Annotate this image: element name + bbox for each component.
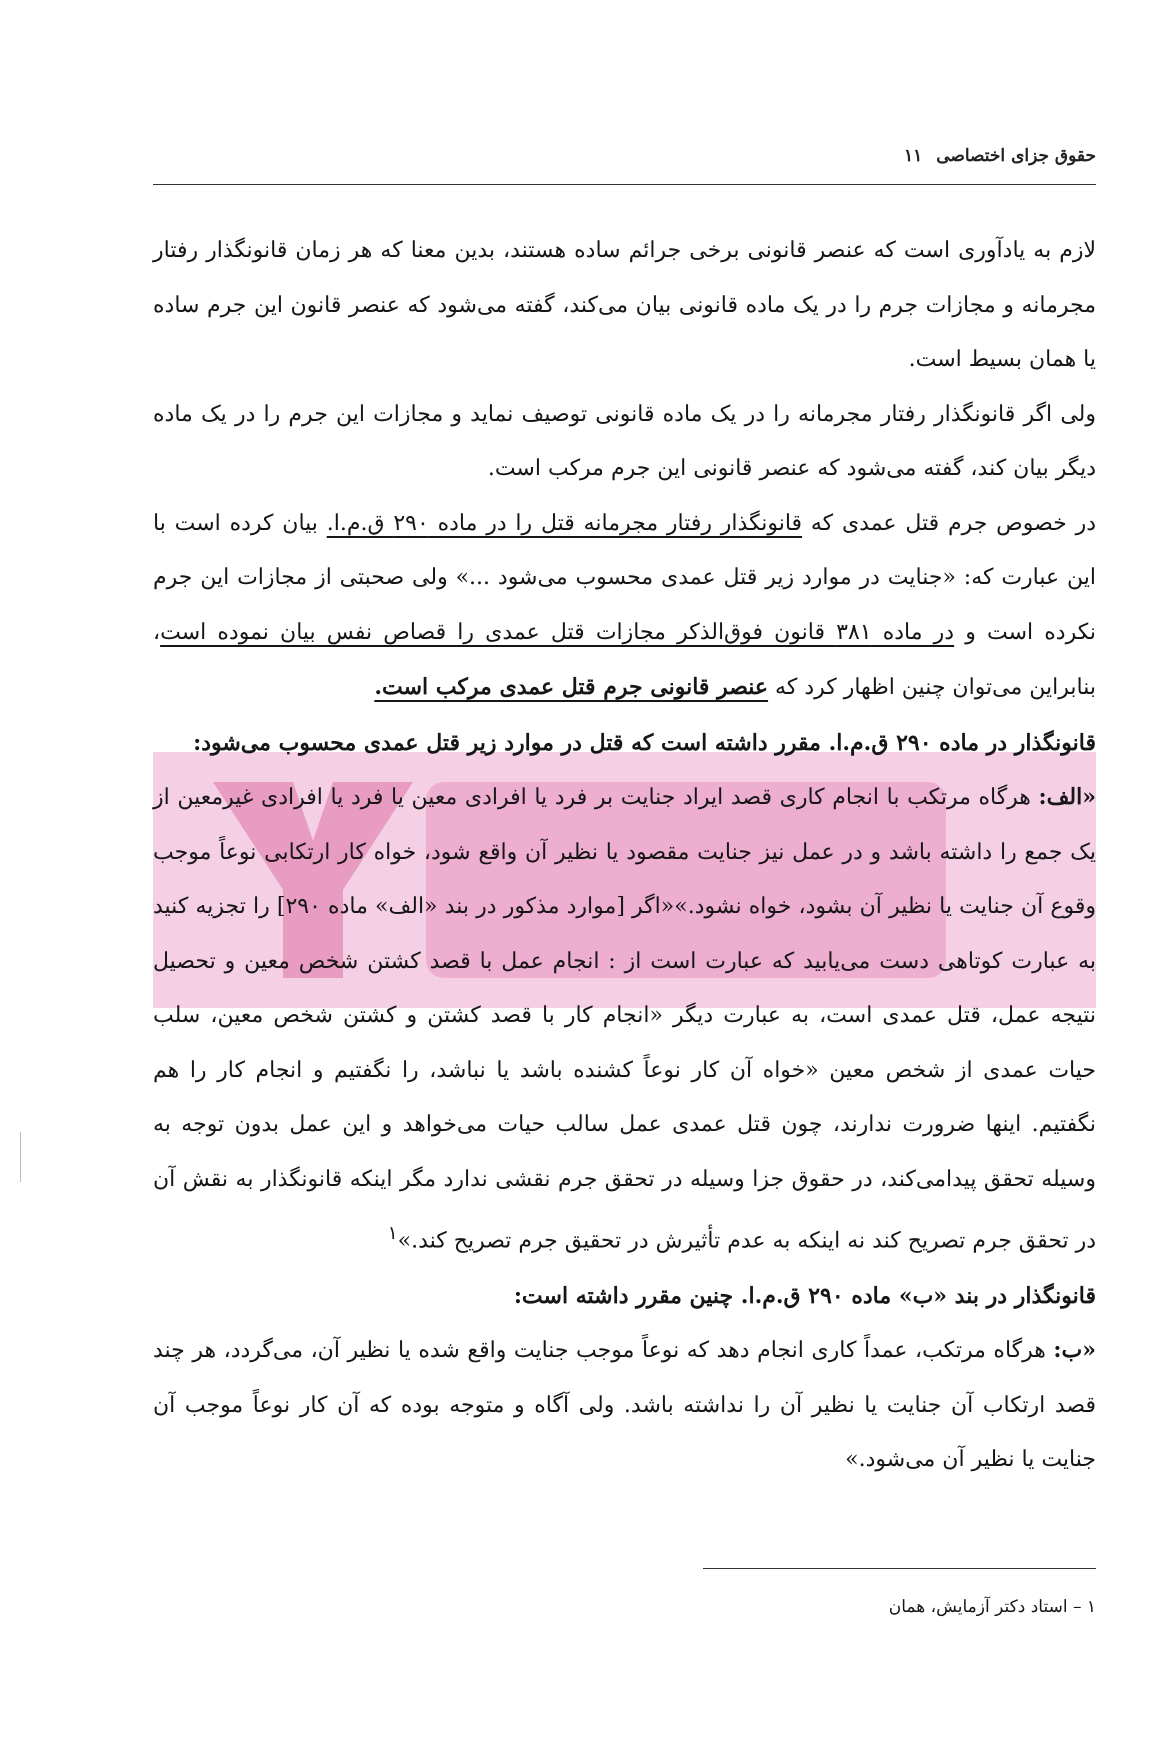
section-heading-article-290: قانونگذار در ماده ۲۹۰ ق.م.ا. مقرر داشته است که قتل در موارد زیر قتل عمدی محسوب می‌شود: xyxy=(193,729,1096,756)
footnote-rule xyxy=(703,1568,1096,1569)
clause-label: «الف: xyxy=(1038,784,1096,810)
clause-label: «ب: xyxy=(1053,1337,1096,1364)
bold-conclusion: عنصر قانونی جرم قتل عمدی مرکب است. xyxy=(374,674,769,700)
paragraph-clause-alef xyxy=(153,770,1096,1269)
underlined-phrase: قانونگذار رفتار مجرمانه قتل را در ماده ۲۹۰ ق.م.ا. xyxy=(326,510,803,536)
paragraph-text: در خصوص جرم قتل عمدی که xyxy=(802,510,1096,536)
paragraph-compound-offense: ولی اگر قانونگذار رفتار مجرمانه را در یک ماده قانونی توصیف نماید و مجازات این جرم را در یک ماده دیگر بیان کند، گفته می‌شود که عنصر قانونی این جرم مرکب است. xyxy=(153,401,1096,481)
paragraph-text: هرگاه مرتکب با انجام کاری قصد ایراد جنایت بر فرد یا افرادی معین یا فرد یا افرادی غیرمعین از یک جمع را داشته باشد و در عمل نیز جنایت مقصود یا نظیر آن واقع شود، خواه کار ارتکابی نوعاً موجب وقوع آن جنایت یا نظیر آن بشود، خواه نشود.»«اگر [موارد مذکور در بند «الف» ماده ۲۹۰] را تجزیه کنید به عبارت کوتاهی دست می‌یابید که عبارت است از : انجام عمل با قصد کشتن شخص معین و تحصیل نتیجه عمل، قتل عمدی است، به عبارت دیگر «انجام کار با قصد کشتن و کشتن شخص معین، سلب حیات عمدی از شخص معین «خواه آن کار نوعاً کشنده باشد یا نباشد، را نگفتیم و انجام کار را هم نگفتیم. اینها ضرورت ندارند، چون قتل عمدی عمل سالب حیات می‌خواهد و این عمل بدون توجه به وسیله تحقق پیدامی‌کند، در حقوق جزا وسیله در تحقق جرم نقشی ندارد مگر اینکه قانونگذار به نقش آن در تحقق جرم تصریح کند نه اینکه به عدم تأثیرش در تحقیق جرم تصریح کند.» xyxy=(153,785,1096,1254)
margin-mark xyxy=(20,1132,21,1182)
page-number: ۱۱ xyxy=(904,146,923,166)
paragraph-clause-be xyxy=(153,1323,1096,1488)
header-rule xyxy=(153,184,1096,185)
running-header-title: حقوق جزای اختصاصی xyxy=(936,146,1096,166)
paragraph-text: بیان کرده است با این عبارت که: «جنایت در موارد زیر قتل عمدی محسوب می‌شود ...» ولی صحبتی از مجازات این جرم نکرده است و xyxy=(153,510,1096,645)
section-heading-clause-be: قانونگذار در بند «ب» ماده ۲۹۰ ق.م.ا. چنین مقرر داشته است: xyxy=(513,1282,1096,1309)
paragraph-text: هرگاه مرتکب، عمداً کاری انجام دهد که نوعاً موجب جنایت واقع شده یا نظیر آن، می‌گردد، هر چند قصد ارتکاب آن جنایت یا نظیر آن را نداشته باشد. ولی آگاه و متوجه بوده که آن کار نوعاً موجب آن جنایت یا نظیر آن می‌شود.» xyxy=(153,1338,1096,1473)
body-text xyxy=(153,224,1096,1488)
paragraph-text: ، بنابراین می‌توان چنین اظهار کرد که xyxy=(153,619,1096,700)
underlined-phrase: در ماده ۳۸۱ قانون فوق‌الذکر مجازات قتل عمدی را قصاص نفس بیان نموده است xyxy=(160,619,955,645)
footnote-marker: ۱ xyxy=(387,1223,398,1244)
paragraph-intentional-homicide xyxy=(153,497,1096,716)
paragraph-simple-offense: لازم به یادآوری است که عنصر قانونی برخی جرائم ساده هستند، بدین معنا که هر زمان قانونگذار رفتار مجرمانه و مجازات جرم را در یک ماده قانونی بیان می‌کند، گفته می‌شود که عنصر قانون این جرم ساده یا همان بسیط است. xyxy=(153,238,1096,372)
footnote: ۱ – استاد دکتر آزمایش، همان xyxy=(888,1597,1096,1617)
running-header xyxy=(153,146,1096,166)
